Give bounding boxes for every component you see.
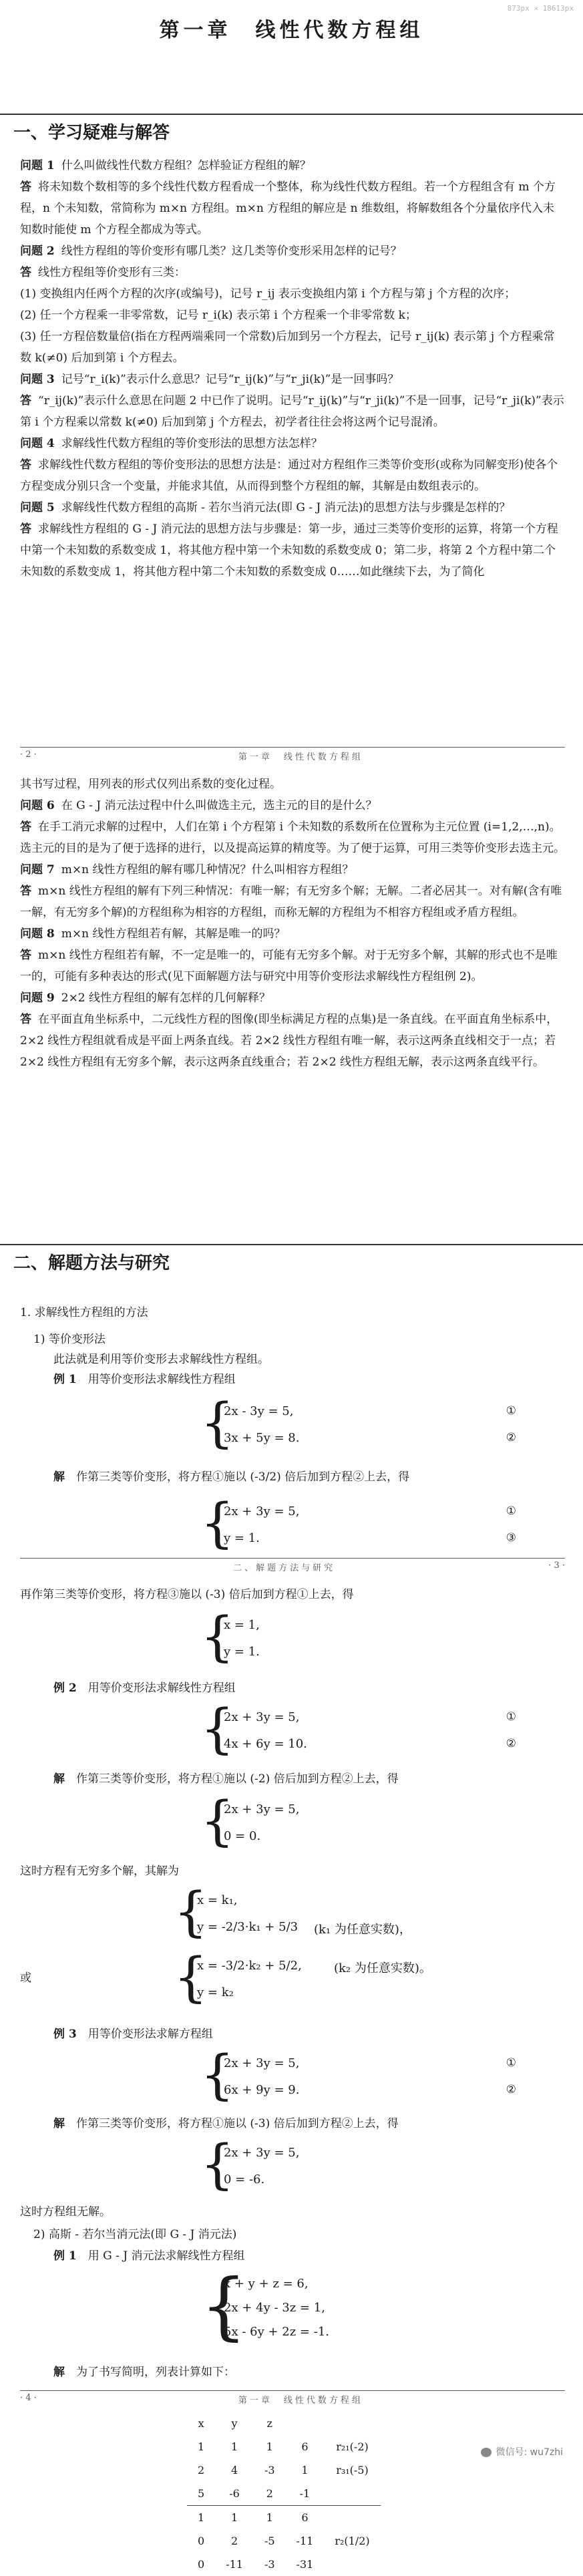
answer-text: m×n 线性方程组若有解，不一定是唯一的，可能有无穷多个解。对于无穷多个解，其解的形式也不是唯一的，可能有多种表达的形式(见下面解题方法与研究中用等价变形法求解线性方程组例 2)。	[20, 949, 558, 983]
question-label: 问题 1	[20, 159, 55, 172]
question-label: 问题 9	[20, 991, 55, 1005]
equation-system	[0, 1492, 583, 1557]
elimination-table	[187, 2412, 381, 2576]
table-cell: r₃₁(-5)	[336, 2464, 369, 2476]
brace: {	[200, 2044, 234, 2106]
divider	[0, 114, 583, 115]
question-text: 求解线性代数方程组的等价变形法的思想方法怎样？	[61, 437, 323, 450]
subsection-heading: 1. 求解线性方程组的方法	[20, 1306, 148, 1319]
equation-line: 2x + 4y - 3z = 1,	[224, 2301, 325, 2315]
equation-tag: ①	[506, 1710, 516, 1724]
equation-tag: ①	[506, 1504, 516, 1518]
equation-line: 2x + 3y = 5,	[224, 1504, 300, 1518]
question-text: 线性方程组的等价变形有哪几类？这几类等价变形采用怎样的记号？	[61, 245, 402, 258]
equation-system	[0, 1392, 583, 1456]
question-text: 记号“r_i(k)”表示什么意思？记号“r_ij(k)”与“r_ji(k)”是一回事吗？	[61, 373, 399, 386]
continuation-text: 其书写过程，用列表的形式仅列出系数的变化过程。	[20, 778, 281, 791]
answer-label: 答	[20, 884, 31, 898]
question-label: 问题 6	[20, 799, 55, 812]
equation-system	[0, 1946, 583, 2011]
equation-line: x = 1,	[224, 1618, 260, 1632]
brace: {	[200, 2133, 234, 2195]
table-row	[187, 2482, 381, 2506]
question-text: 求解线性代数方程组的高斯 - 若尔当消元法(即 G - J 消元法)的思想方法与步骤是怎样的？	[61, 501, 511, 514]
equation-line: 2x + 3y = 5,	[224, 1802, 300, 1816]
equation-tag: ②	[506, 2083, 516, 2096]
answer-text: 求解线性方程组的 G - J 消元法的思想方法与步骤是：第一步，通过三类等价变形的运算，将第一个方程中第一个未知数的系数变成 1，将其他方程中第一个未知数的系数变成 0；第二步，将第 2 个方程中第二个未知数的系数变成 1，将其他方程中第二个未知数的系数变成 0……如此继续下去，为了简化	[20, 522, 558, 579]
table-row	[187, 2458, 381, 2482]
equation-system	[0, 2044, 583, 2108]
running-title: 二、解题方法与研究	[233, 1563, 336, 1573]
answer-text: “r_ij(k)”表示什么意思在问题 2 中已作了说明。记号“r_ij(k)”与“r_ji(k)”不是一回事，记号“r_ji(k)”表示第 i 个方程乘以常数 k(≠0) 后加到第 j 个方程去，初学者往往会将这两个记号混淆。	[20, 394, 564, 429]
table-cell: 2	[198, 2464, 205, 2476]
equation-tag: ①	[506, 1404, 516, 1418]
page-number: · 2 ·	[20, 750, 37, 760]
equation-line: 2x + 3y = 5,	[224, 2146, 300, 2160]
equation-line: 6x + 9y = 9.	[224, 2083, 300, 2097]
answer-text: 线性方程组等价变形有三类：	[38, 266, 186, 279]
table-cell: 1	[230, 2440, 238, 2453]
solution-body: 为了书写简明，列表计算如下：	[76, 2366, 235, 2379]
equation-tag: ①	[506, 2056, 516, 2070]
section-heading-1: 一、学习疑难与解答	[13, 122, 170, 142]
example-text: 用 G - J 消元法求解线性方程组	[87, 2249, 245, 2263]
equation-line: 4x + 6y = 10.	[224, 1737, 307, 1751]
question-text: m×n 线性方程组若有解，其解是唯一的吗？	[61, 927, 286, 941]
example-label: 例 3	[53, 2028, 77, 2041]
table-cell: -11	[296, 2535, 314, 2547]
example-text: 用等价变形法求解线性方程组	[87, 1681, 236, 1695]
table-row	[187, 2435, 381, 2458]
solution-body: 作第三类等价变形，将方程①施以 (-3/2) 倍后加到方程②上去，得	[76, 1470, 410, 1484]
table-cell: z	[266, 2417, 272, 2430]
table-cell: -11	[226, 2558, 243, 2571]
table-header	[187, 2412, 381, 2435]
equation-system	[0, 1790, 583, 1855]
brace: {	[200, 1790, 234, 1852]
question-text: 在 G - J 消元法过程中什么叫做选主元，选主元的目的是什么？	[61, 799, 377, 812]
answer-label: 答	[20, 458, 31, 472]
solution-text	[53, 1769, 574, 1789]
equation-note: (k₂ 为任意实数)。	[334, 1961, 431, 1975]
solution-text	[53, 2114, 574, 2134]
solution-label: 解	[53, 2366, 65, 2379]
table-cell: -3	[264, 2558, 275, 2571]
answer-text: 在平面直角坐标系中，二元线性方程的图像(即坐标满足方程的点集)是一条直线。在平面直角坐标系中，2×2 线性方程组就看成是平面上两条直线。若 2×2 线性方程组有唯一解，表示这两条直线相交于一点；若 2×2 线性方程组有无穷多个解，表示这两条直线重合；若 2×2 线性方程组无解，表示这两条直线平行。	[20, 1013, 558, 1069]
section-heading-2: 二、解题方法与研究	[13, 1253, 170, 1273]
qa-block-1	[20, 155, 565, 583]
example-title	[53, 2024, 213, 2044]
question-label: 问题 5	[20, 501, 55, 514]
chapter-title: 第一章 线性代数方程组	[159, 19, 424, 42]
example-label: 例 2	[53, 1681, 77, 1695]
equation-line: 2x + 3y = 5,	[224, 1710, 300, 1724]
table-cell	[324, 2506, 380, 2530]
answer-label: 答	[20, 522, 31, 536]
table-cell: x	[198, 2417, 204, 2430]
brace: {	[200, 1605, 234, 1667]
equation-tag: ②	[506, 1737, 516, 1750]
answer-label: 答	[20, 949, 31, 962]
answer-text: m×n 线性方程组的解有下列三种情况：有唯一解；有无穷多个解；无解。二者必居其一。对有解(含有唯一解，有无穷多个解)的方程组称为相容的方程组，而称无解的方程组为不相容方程组或矛盾方程组。	[20, 884, 562, 919]
brace: {	[200, 1392, 234, 1454]
example-label: 例 1	[53, 1373, 77, 1386]
equation-system	[0, 2133, 583, 2198]
example-label: 例 1	[53, 2249, 77, 2263]
example-text: 用等价变形法求解方程组	[87, 2028, 213, 2041]
solution-body: 作第三类等价变形，将方程①施以 (-3) 倍后加到方程②上去，得	[76, 2117, 399, 2130]
equation-system	[0, 1605, 583, 1670]
question-text: 2×2 线性方程组的解有怎样的几何解释？	[61, 991, 271, 1005]
equation-line: y = -2/3·k₁ + 5/3	[197, 1920, 299, 1934]
equation-line: 0 = -6.	[224, 2172, 265, 2187]
answer-label: 答	[20, 820, 31, 834]
brace: {	[174, 1881, 208, 1943]
table-cell: 0	[198, 2535, 205, 2547]
table-cell: 5	[198, 2487, 205, 2500]
subsection-heading: 1) 等价变形法	[33, 1333, 106, 1346]
answer-label: 答	[20, 394, 31, 408]
equation-note: (k₁ 为任意实数)，	[314, 1923, 411, 1937]
table-cell: 1	[266, 2440, 273, 2453]
question-label: 问题 8	[20, 927, 55, 941]
table-cell: r₂₁(-2)	[336, 2440, 369, 2453]
equation-line: x = -3/2·k₂ + 5/2,	[197, 1959, 302, 1973]
page-footer	[20, 747, 565, 762]
or-text: 或	[20, 1971, 31, 1985]
table-cell: 4	[230, 2464, 238, 2476]
answer-text: 在手工消元求解的过程中，人们在第 i 个方程第 i 个未知数的系数所在位置称为主元位置 (i=1,2,…,n)。选主元的目的是为了便于选择的进行，以及提高运算的精度等。为了便于运算，可用三类等价变形去选主元。	[20, 820, 565, 855]
solution-label: 解	[53, 1772, 65, 1786]
answer-label: 答	[20, 1013, 31, 1026]
solution-text: 再作第三类等价变形，将方程③施以 (-3) 倍后加到方程①上去，得	[20, 1588, 354, 1601]
question-text: m×n 线性方程组的解有哪几种情况？什么叫相容方程组？	[61, 863, 354, 876]
solution-label: 解	[53, 2117, 65, 2130]
example-title	[53, 1370, 236, 1390]
elimination-table-wrapper	[187, 2412, 381, 2576]
table-cell: -1	[299, 2487, 311, 2500]
table-cell: 6	[301, 2440, 309, 2453]
brace: {	[200, 1492, 234, 1554]
solution-text	[53, 2362, 235, 2382]
table-row	[187, 2529, 381, 2553]
table-cell: 2	[230, 2535, 238, 2547]
equation-line: x + y + z = 6,	[224, 2277, 309, 2291]
table-cell	[324, 2553, 380, 2576]
example-text: 用等价变形法求解线性方程组	[87, 1373, 236, 1386]
equation-system	[0, 1881, 583, 1945]
watermark	[481, 2445, 563, 2458]
answer-label: 答	[20, 266, 31, 279]
table-cell	[286, 2412, 325, 2435]
note-text: 这时方程有无穷多个解，其解为	[20, 1865, 179, 1878]
table-cell: -31	[296, 2558, 314, 2571]
equation-line: 5x - 6y + 2z = -1.	[224, 2325, 329, 2339]
equation-line: x = k₁,	[197, 1893, 238, 1907]
equation-line: 3x + 5y = 8.	[224, 1431, 300, 1445]
equation-line: 2x + 3y = 5,	[224, 2056, 300, 2070]
table-cell: -6	[229, 2487, 240, 2500]
page-number: · 4 ·	[20, 2393, 37, 2403]
example-title	[53, 1678, 236, 1698]
brace: {	[200, 2263, 247, 2348]
table-cell: 1	[301, 2464, 309, 2476]
page-footer	[20, 2390, 565, 2406]
table-cell: 1	[187, 2506, 215, 2530]
solution-body: 作第三类等价变形，将方程①施以 (-2) 倍后加到方程②上去，得	[76, 1772, 399, 1786]
answer-label: 答	[20, 180, 31, 194]
equation-line: 0 = 0.	[224, 1829, 261, 1843]
table-cell: 2	[266, 2487, 273, 2500]
list-item: (1) 变换组内任两个方程的次序(或编号)，记号 r_ij 表示变换组内第 i 个方程与第 j 个方程的次序；	[20, 287, 516, 301]
table-cell	[324, 2482, 380, 2506]
divider	[0, 1244, 583, 1245]
equation-line: 2x - 3y = 5,	[224, 1404, 294, 1418]
table-cell: -5	[264, 2535, 275, 2547]
table-cell: y	[231, 2417, 238, 2430]
table-cell: 6	[286, 2506, 325, 2530]
question-text: 什么叫做线性代数方程组？怎样验证方程组的解？	[61, 159, 311, 172]
image-size-label: 873px × 18613px	[507, 4, 574, 13]
table-cell: 1	[215, 2506, 254, 2530]
note-text: 这时方程组无解。	[20, 2205, 111, 2219]
solution-label: 解	[53, 1470, 65, 1484]
table-cell: r₂(1/2)	[335, 2535, 370, 2547]
equation-line: y = 1.	[224, 1531, 260, 1545]
equation-tag: ③	[506, 1531, 516, 1545]
running-title: 第一章 线性代数方程组	[238, 2396, 363, 2406]
answer-text: 求解线性代数方程组的等价变形法的思想方法是：通过对方程组作三类等价变形(或称为同解变形)使各个方程变成分别只含一个变量，并能求其值，从而得到整个方程组的解，其解是由数组表示的。	[20, 458, 558, 493]
qa-block-2	[20, 774, 565, 1073]
running-title: 第一章 线性代数方程组	[238, 752, 363, 762]
wechat-icon	[481, 2448, 492, 2457]
table-row	[187, 2506, 381, 2530]
page-footer	[20, 1558, 565, 1573]
brace: {	[174, 1946, 208, 2008]
question-label: 问题 4	[20, 437, 55, 450]
question-label: 问题 3	[20, 373, 55, 386]
table-cell: 0	[198, 2558, 205, 2571]
table-cell: 1	[198, 2440, 205, 2453]
table-row	[187, 2553, 381, 2576]
equation-system	[0, 1698, 583, 1762]
solution-text	[53, 1467, 574, 1487]
equation-system	[0, 2263, 583, 2356]
question-label: 问题 2	[20, 245, 55, 258]
intro-text: 此法就是利用等价变形去求解线性方程组。	[53, 1353, 269, 1366]
page-number: · 3 ·	[548, 1561, 565, 1571]
table-cell: 1	[254, 2506, 286, 2530]
table-cell: -3	[264, 2464, 275, 2476]
list-item: (2) 任一个方程乘一非零常数，记号 r_i(k) 表示第 i 个方程乘一个非零常数 k；	[20, 309, 417, 322]
equation-line: y = k₂	[197, 1985, 234, 1999]
equation-line: y = 1.	[224, 1645, 260, 1659]
equation-tag: ②	[506, 1431, 516, 1444]
watermark-text: 微信号: wu7zhi	[496, 2447, 563, 2458]
question-label: 问题 7	[20, 863, 55, 876]
subsection-heading: 2) 高斯 - 若尔当消元法(即 G - J 消元法)	[33, 2228, 237, 2241]
brace: {	[200, 1698, 234, 1760]
list-item: (3) 任一方程倍数量倍(指在方程两端乘同一个常数)后加到另一个方程去，记号 r_ij(k) 表示第 j 个方程乘常数 k(≠0) 后加到第 i 个方程去。	[20, 330, 555, 365]
answer-text: 将未知数个数相等的多个线性代数方程看成一个整体，称为线性代数方程组。若一个方程组含有 m 个方程，n 个未知数，常简称为 m×n 方程组。m×n 方程组的解应是 n 维数组，将解数组各个分量依序代入未知数时能使 m 个方程全都成为等式。	[20, 180, 556, 236]
